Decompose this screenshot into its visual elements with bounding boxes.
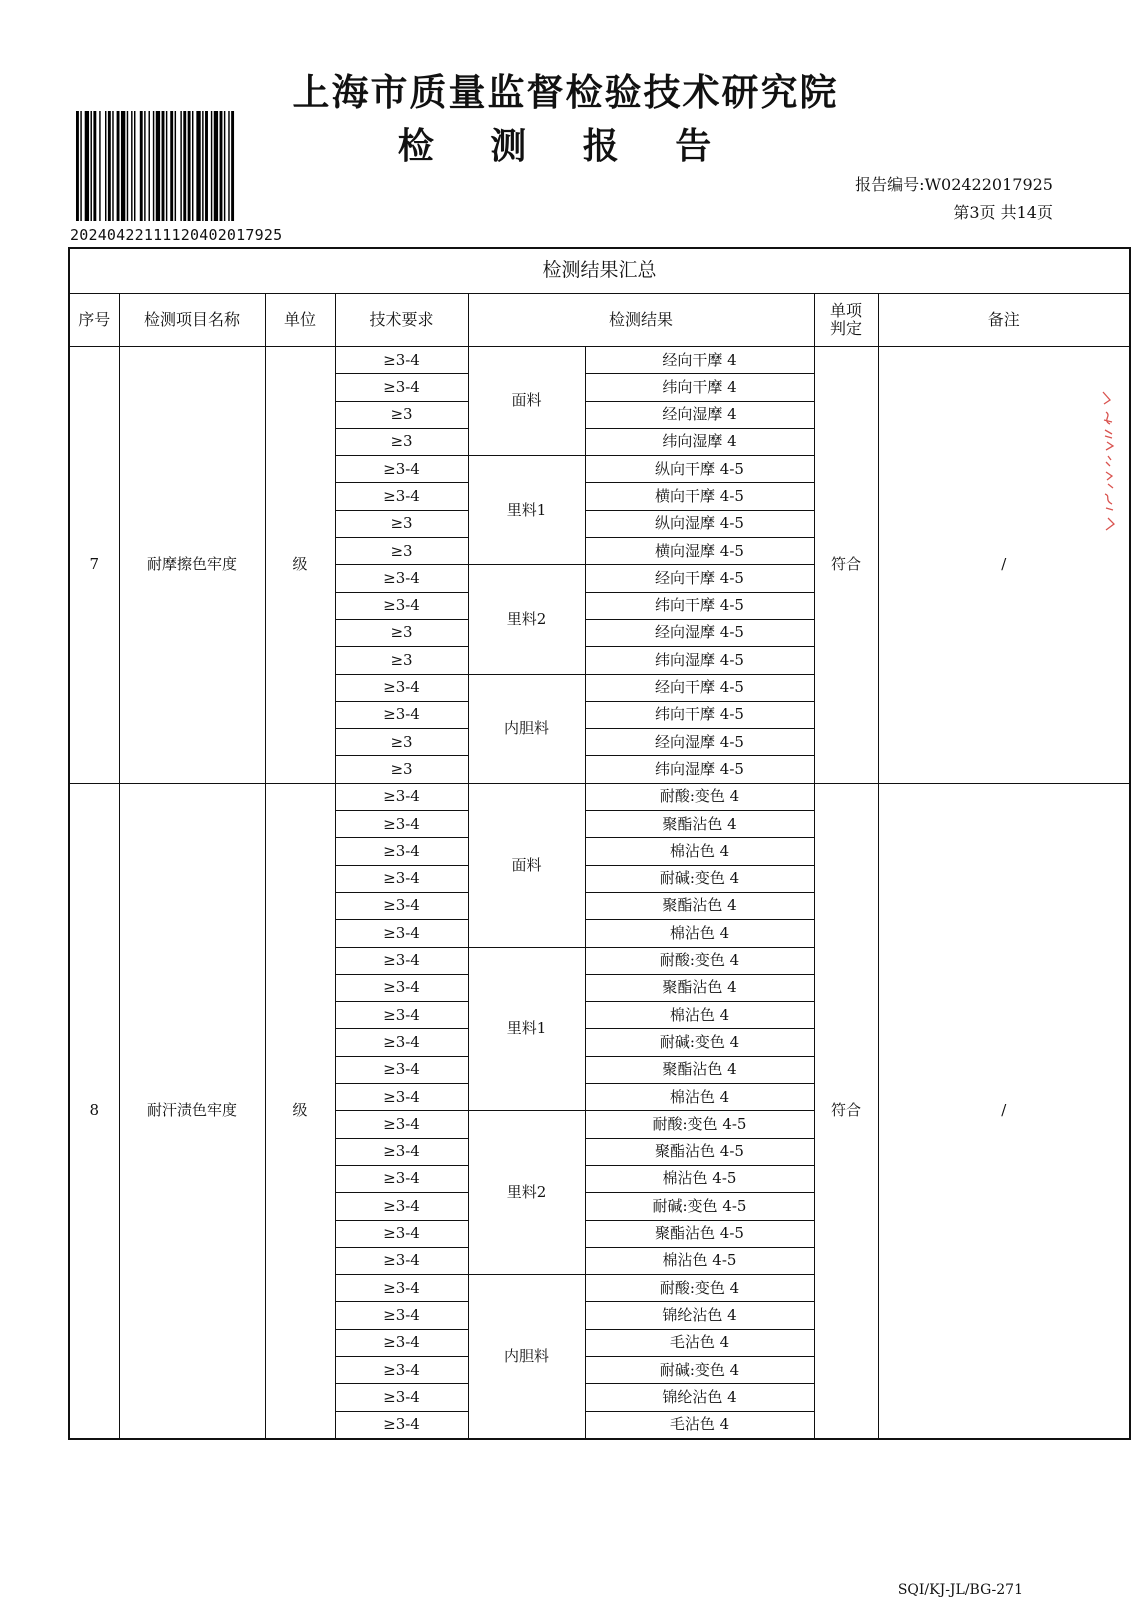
cell-requirement: ≥3-4 (335, 1411, 468, 1439)
cell-requirement: ≥3-4 (335, 838, 468, 865)
cell-requirement: ≥3 (335, 619, 468, 646)
cell-requirement: ≥3 (335, 428, 468, 455)
cell-result: 纬向干摩 4 (585, 374, 814, 401)
cell-requirement: ≥3-4 (335, 1165, 468, 1192)
cell-requirement: ≥3-4 (335, 1029, 468, 1056)
cell-result: 纬向干摩 4-5 (585, 592, 814, 619)
cell-result: 棉沾色 4 (585, 920, 814, 947)
cell-result: 耐酸:变色 4-5 (585, 1111, 814, 1138)
cell-result: 经向湿摩 4-5 (585, 619, 814, 646)
cell-material: 里料1 (468, 456, 585, 565)
cell-requirement: ≥3-4 (335, 865, 468, 892)
cell-result: 纵向湿摩 4-5 (585, 510, 814, 537)
cell-requirement: ≥3-4 (335, 456, 468, 483)
header-judgement-line1: 单项 (829, 300, 862, 320)
cell-result: 经向湿摩 4-5 (585, 729, 814, 756)
cell-material: 内胆料 (468, 674, 585, 783)
cell-requirement: ≥3-4 (335, 1356, 468, 1383)
cell-unit: 级 (265, 347, 335, 784)
cell-result: 耐酸:变色 4 (585, 783, 814, 810)
org-name: 上海市质量监督检验技术研究院 (292, 70, 839, 114)
cell-requirement: ≥3-4 (335, 1084, 468, 1111)
cell-requirement: ≥3-4 (335, 1193, 468, 1220)
cell-requirement: ≥3-4 (335, 811, 468, 838)
header-judgement (814, 294, 878, 347)
cell-material: 里料1 (468, 947, 585, 1111)
cell-requirement: ≥3-4 (335, 374, 468, 401)
cell-requirement: ≥3-4 (335, 1111, 468, 1138)
cell-result: 纵向干摩 4-5 (585, 456, 814, 483)
cell-requirement: ≥3-4 (335, 1302, 468, 1329)
cell-material: 里料2 (468, 565, 585, 674)
cell-requirement: ≥3-4 (335, 1329, 468, 1356)
cell-item-name: 耐摩擦色牢度 (119, 347, 265, 784)
cell-result: 经向干摩 4-5 (585, 565, 814, 592)
cell-result: 横向湿摩 4-5 (585, 538, 814, 565)
cell-result: 耐酸:变色 4 (585, 947, 814, 974)
form-code: SQI/KJ-JL/BG-271 (897, 1582, 1023, 1598)
cell-requirement: ≥3 (335, 647, 468, 674)
cell-requirement: ≥3-4 (335, 565, 468, 592)
cell-requirement: ≥3-4 (335, 892, 468, 919)
cell-result: 纬向干摩 4-5 (585, 701, 814, 728)
cell-item-name: 耐汗渍色牢度 (119, 783, 265, 1439)
header-seq: 序号 (69, 294, 119, 347)
cell-result: 棉沾色 4-5 (585, 1247, 814, 1274)
cell-requirement: ≥3-4 (335, 1138, 468, 1165)
cell-material: 内胆料 (468, 1275, 585, 1439)
header-result: 检测结果 (468, 294, 814, 347)
cell-judgement: 符合 (814, 783, 878, 1439)
cell-result: 经向干摩 4 (585, 347, 814, 374)
cell-result: 棉沾色 4-5 (585, 1165, 814, 1192)
cell-result: 经向干摩 4-5 (585, 674, 814, 701)
cell-result: 纬向湿摩 4-5 (585, 647, 814, 674)
cell-result: 耐碱:变色 4 (585, 1029, 814, 1056)
cell-result: 聚酯沾色 4-5 (585, 1138, 814, 1165)
results-summary-table (68, 247, 1131, 1440)
cell-seq: 8 (69, 783, 119, 1439)
cell-requirement: ≥3-4 (335, 483, 468, 510)
header-unit: 单位 (265, 294, 335, 347)
cell-requirement: ≥3 (335, 510, 468, 537)
report-title: 检 测 报 告 (397, 125, 734, 167)
cell-requirement: ≥3-4 (335, 783, 468, 810)
cell-requirement: ≥3 (335, 538, 468, 565)
cell-requirement: ≥3 (335, 756, 468, 783)
header-judgement-line2: 判定 (829, 319, 862, 338)
cell-result: 聚酯沾色 4-5 (585, 1220, 814, 1247)
cell-result: 耐酸:变色 4 (585, 1275, 814, 1302)
table-header-row (69, 294, 1130, 347)
cell-result: 经向湿摩 4 (585, 401, 814, 428)
cell-seq: 7 (69, 347, 119, 784)
cell-result: 棉沾色 4 (585, 1002, 814, 1029)
cell-result: 耐碱:变色 4 (585, 865, 814, 892)
cell-requirement: ≥3-4 (335, 1220, 468, 1247)
cell-requirement: ≥3-4 (335, 1002, 468, 1029)
cell-requirement: ≥3-4 (335, 592, 468, 619)
cell-requirement: ≥3-4 (335, 920, 468, 947)
table-row (69, 347, 1130, 374)
cell-requirement: ≥3-4 (335, 1056, 468, 1083)
barcode-number: 20240422111120402017925 (70, 226, 283, 244)
cell-requirement: ≥3-4 (335, 347, 468, 374)
header-requirement: 技术要求 (335, 294, 468, 347)
cell-result: 聚酯沾色 4 (585, 1056, 814, 1083)
cell-result: 毛沾色 4 (585, 1411, 814, 1439)
cell-result: 聚酯沾色 4 (585, 892, 814, 919)
cell-remark: / (878, 347, 1130, 784)
table-row (69, 783, 1130, 810)
cell-result: 棉沾色 4 (585, 838, 814, 865)
page-info: 第3页 共14页 (953, 203, 1053, 222)
cell-result: 纬向湿摩 4 (585, 428, 814, 455)
cell-result: 毛沾色 4 (585, 1329, 814, 1356)
cell-result: 耐碱:变色 4 (585, 1356, 814, 1383)
header-remark: 备注 (878, 294, 1130, 347)
cell-material: 面料 (468, 347, 585, 456)
cell-requirement: ≥3 (335, 401, 468, 428)
cell-result: 聚酯沾色 4 (585, 974, 814, 1001)
cell-result: 横向干摩 4-5 (585, 483, 814, 510)
table-caption: 检测结果汇总 (69, 248, 1130, 294)
cell-requirement: ≥3-4 (335, 1247, 468, 1274)
cell-result: 锦纶沾色 4 (585, 1302, 814, 1329)
cell-unit: 级 (265, 783, 335, 1439)
cell-requirement: ≥3 (335, 729, 468, 756)
cell-requirement: ≥3-4 (335, 974, 468, 1001)
cell-result: 棉沾色 4 (585, 1084, 814, 1111)
cell-requirement: ≥3-4 (335, 947, 468, 974)
cell-requirement: ≥3-4 (335, 1275, 468, 1302)
cell-remark: / (878, 783, 1130, 1439)
cell-result: 聚酯沾色 4 (585, 811, 814, 838)
header-item-name: 检测项目名称 (119, 294, 265, 347)
cell-requirement: ≥3-4 (335, 674, 468, 701)
cell-material: 面料 (468, 783, 585, 947)
cell-requirement: ≥3-4 (335, 701, 468, 728)
cell-requirement: ≥3-4 (335, 1384, 468, 1411)
report-number: 报告编号:W02422017925 (855, 175, 1053, 194)
cell-result: 纬向湿摩 4-5 (585, 756, 814, 783)
cell-result: 耐碱:变色 4-5 (585, 1193, 814, 1220)
table-caption-row (69, 248, 1130, 294)
cell-judgement: 符合 (814, 347, 878, 784)
barcode-icon (76, 111, 282, 221)
cell-result: 锦纶沾色 4 (585, 1384, 814, 1411)
cell-material: 里料2 (468, 1111, 585, 1275)
